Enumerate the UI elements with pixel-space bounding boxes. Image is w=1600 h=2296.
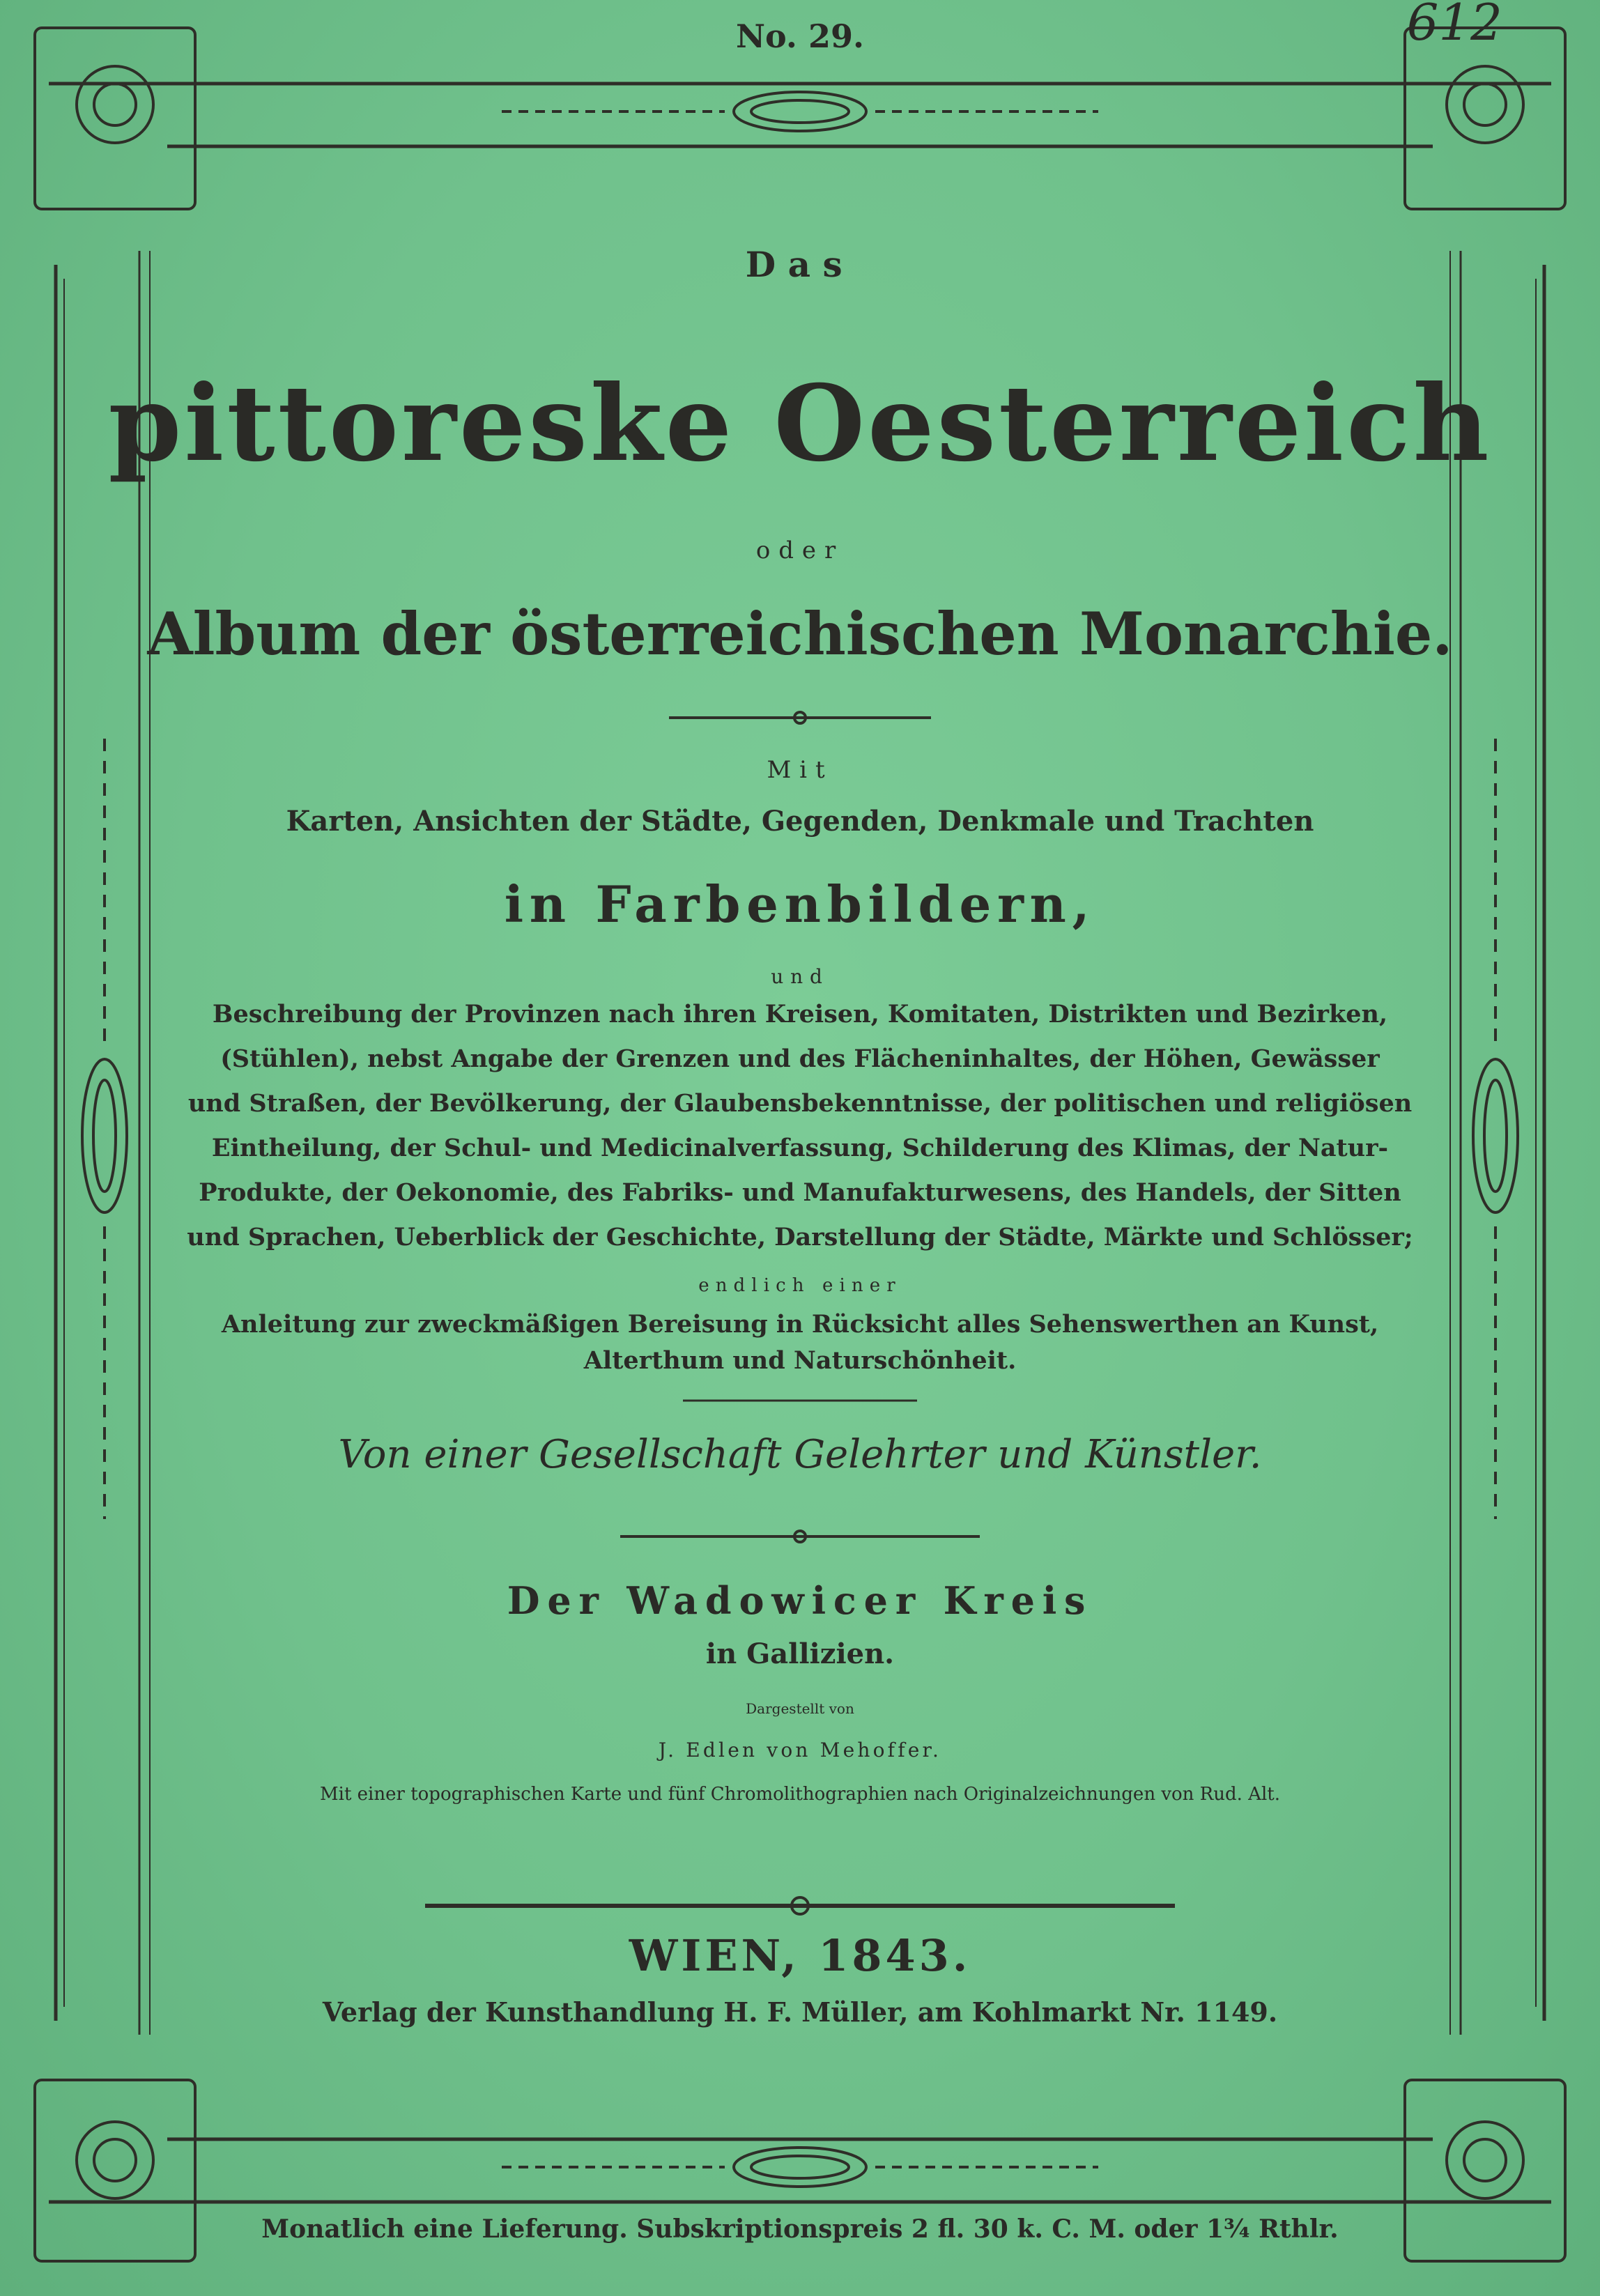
anleitung-line: Alterthum und Naturschönheit.	[583, 1346, 1017, 1375]
anleitung-line: Anleitung zur zweckmäßigen Bereisung in Rücksicht alles Sehenswerthen an Kunst,	[221, 1310, 1379, 1339]
description-line: Produkte, der Oekonomie, des Fabriks- und Manufakturwesens, des Handels, der Sitten	[199, 1178, 1401, 1207]
content-line: Karten, Ansichten der Städte, Gegenden, Denkmale und Trachten	[286, 805, 1314, 838]
mit-line: Mit	[767, 756, 833, 784]
description-line: und Sprachen, Ueberblick der Geschichte, Darstellung der Städte, Märkte und Schlösser;	[187, 1223, 1413, 1251]
description-line: (Stühlen), nebst Angabe der Grenzen und des Flächeninhaltes, der Höhen, Gewässer	[220, 1045, 1380, 1073]
title-line-das: Das	[745, 244, 855, 285]
title-line-oder: oder	[755, 537, 845, 564]
description-line: und Straßen, der Bevölkerung, der Glaubensbekenntnisse, der politischen und religiösen	[187, 1089, 1413, 1118]
issue-number: No. 29.	[736, 17, 864, 55]
description-line: Eintheilung, der Schul- und Medicinalverfassung, Schilderung des Klimas, der Natur-	[211, 1134, 1389, 1162]
description-line: Beschreibung der Provinzen nach ihren Kreisen, Komitaten, Distrikten und Bezirken,	[212, 1000, 1388, 1028]
sub-title: Album der österreichischen Monarchie.	[147, 599, 1453, 668]
main-title: pittoreske Oesterreich	[108, 362, 1492, 485]
volume-title: Der Wadowicer Kreis	[507, 1578, 1093, 1623]
farbenbildern-line: in Farbenbildern,	[504, 875, 1096, 934]
subscription-footer: Monatlich eine Lieferung. Subskriptionspreis 2 fl. 30 k. C. M. oder 1¾ Rthlr.	[261, 2214, 1339, 2244]
authors-line: Von einer Gesellschaft Gelehrter und Künstler.	[338, 1432, 1262, 1477]
handwritten-corner-mark: 612	[1406, 0, 1502, 52]
publisher-line: Verlag der Kunsthandlung H. F. Müller, am Kohlmarkt Nr. 1149.	[322, 1996, 1278, 2028]
endlich-line: endlich einer	[698, 1275, 902, 1296]
volume-region: in Gallizien.	[705, 1638, 895, 1670]
place-year: WIEN, 1843.	[629, 1930, 971, 1981]
dargestellt-line: Dargestellt von	[746, 1700, 854, 1717]
und-line: und	[771, 965, 829, 988]
volume-note: Mit einer topographischen Karte und fünf Chromolithographien nach Originalzeichnungen von Rud. Alt.	[320, 1784, 1280, 1805]
volume-author: J. Edlen von Mehoffer.	[658, 1739, 942, 1762]
